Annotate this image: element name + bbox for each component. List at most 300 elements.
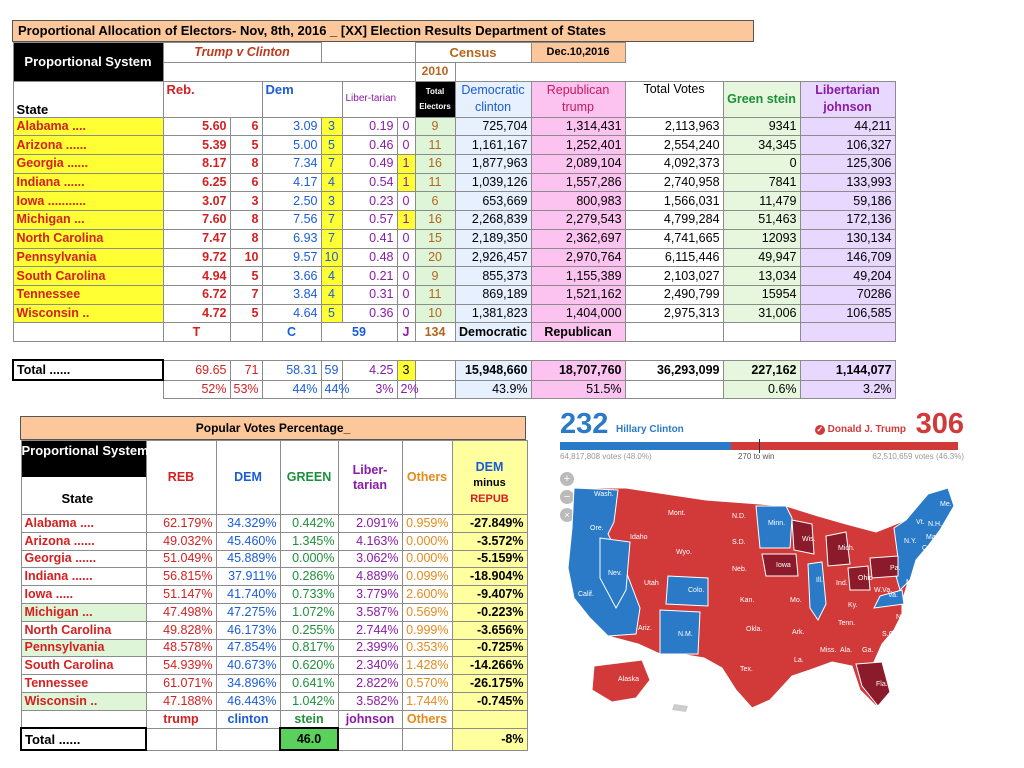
pct-dem: 44% xyxy=(262,380,321,399)
cell-dem-electors: 3 xyxy=(321,117,342,136)
cell-total-votes: 2,103,027 xyxy=(625,267,723,286)
cell-dem-electors: 4 xyxy=(321,285,342,304)
state-label: Mass. xyxy=(926,534,945,541)
pv-cell-state: Georgia ...... xyxy=(21,550,146,568)
state-label: N.D. xyxy=(732,513,746,520)
t2-green-header: GREEN xyxy=(280,441,338,515)
cell-reb: 5.60 xyxy=(163,117,230,136)
popular-votes-row xyxy=(21,639,527,657)
cell-green: 31,006 xyxy=(723,304,800,323)
pct-lib-electors: 2% xyxy=(397,380,415,399)
pv-cell-state: South Carolina xyxy=(21,657,146,675)
cell-dem: 3.84 xyxy=(262,285,321,304)
cell-dem-electors: 7 xyxy=(321,229,342,248)
cell-reb-electors: 5 xyxy=(230,136,262,155)
cell-reb-electors: 5 xyxy=(230,304,262,323)
proportional-system-header: Proportional System xyxy=(13,43,163,82)
pv-cell-reb: 51.049% xyxy=(146,550,216,568)
letter-republican: Republican xyxy=(531,323,625,342)
pv-cell-green: 0.733% xyxy=(280,586,338,604)
pv-cell-reb: 47.188% xyxy=(146,692,216,710)
state-label: Va. xyxy=(888,592,898,599)
pct-dem-electors: 44% xyxy=(321,380,342,399)
popular-votes-row xyxy=(21,621,527,639)
state-label: Utah xyxy=(644,580,659,587)
total-lib: 4.25 xyxy=(342,360,397,380)
cell-johnson: 49,204 xyxy=(800,267,895,286)
cell-dem: 9.57 xyxy=(262,248,321,267)
pv-cell-others: 2.600% xyxy=(402,586,452,604)
cell-total-votes: 4,799,284 xyxy=(625,211,723,230)
letter-democratic: Democratic xyxy=(455,323,531,342)
cell-dem: 3.09 xyxy=(262,117,321,136)
cell-green: 9341 xyxy=(723,117,800,136)
cell-reb: 3.07 xyxy=(163,192,230,211)
pct-lib: 3% xyxy=(342,380,397,399)
cell-green: 13,034 xyxy=(723,267,800,286)
cell-johnson: 172,136 xyxy=(800,211,895,230)
democratic-clinton-header: Democratic clinton xyxy=(455,81,531,117)
cell-total-electors: 15 xyxy=(415,229,455,248)
popular-votes-row xyxy=(21,692,527,710)
popular-votes-row xyxy=(21,568,527,586)
t2-footer-trump: trump xyxy=(146,710,216,728)
state-label: Tenn. xyxy=(838,620,856,627)
trump-name: Donald J. Trump xyxy=(827,424,906,435)
cell-lib-electors: 0 xyxy=(397,285,415,304)
dem-minus-line3: REPUB xyxy=(470,493,509,505)
pv-cell-dem: 47.854% xyxy=(216,639,280,657)
electors-row xyxy=(13,304,895,323)
t2-total-label: Total ...... xyxy=(21,728,146,750)
cell-clinton: 725,704 xyxy=(455,117,531,136)
electors-table-section xyxy=(12,20,892,399)
pv-cell-diff: -0.223% xyxy=(452,603,527,621)
cell-state: South Carolina xyxy=(13,267,163,286)
cell-green: 51,463 xyxy=(723,211,800,230)
t2-footer-johnson: johnson xyxy=(338,710,402,728)
cell-lib: 0.48 xyxy=(342,248,397,267)
total-johnson: 1,144,077 xyxy=(800,360,895,380)
pv-cell-diff: -9.407% xyxy=(452,586,527,604)
pv-cell-reb: 56.815% xyxy=(146,568,216,586)
state-label: S.C. xyxy=(882,631,896,638)
cell-lib: 0.23 xyxy=(342,192,397,211)
cell-reb-electors: 10 xyxy=(230,248,262,267)
total-row xyxy=(13,360,895,380)
libertarian-johnson-header: Libertarian johnson xyxy=(800,81,895,117)
total-clinton: 15,948,660 xyxy=(455,360,531,380)
trump-name-row xyxy=(815,424,906,435)
pv-cell-state: Alabama .... xyxy=(21,515,146,533)
pv-cell-state: Arizona ...... xyxy=(21,532,146,550)
total-lib-electors: 3 xyxy=(397,360,415,380)
total-votes: 36,293,099 xyxy=(625,360,723,380)
cell-reb: 7.47 xyxy=(163,229,230,248)
cell-reb-electors: 6 xyxy=(230,117,262,136)
state-label: Ore. xyxy=(590,525,604,532)
cell-dem-electors: 5 xyxy=(321,136,342,155)
cell-dem-electors: 4 xyxy=(321,173,342,192)
cell-state: Tennessee xyxy=(13,285,163,304)
state-header: State xyxy=(13,81,163,117)
popular-votes-row xyxy=(21,603,527,621)
cell-lib: 0.46 xyxy=(342,136,397,155)
cell-reb: 6.72 xyxy=(163,285,230,304)
cell-state: Arizona ...... xyxy=(13,136,163,155)
cell-lib: 0.49 xyxy=(342,155,397,174)
pv-cell-reb: 49.032% xyxy=(146,532,216,550)
pv-cell-libertarian: 2.091% xyxy=(338,515,402,533)
dem-minus-line2: minus xyxy=(473,477,506,489)
cell-trump: 2,279,543 xyxy=(531,211,625,230)
pv-cell-dem: 47.275% xyxy=(216,603,280,621)
zoom-in-button[interactable]: + xyxy=(560,472,574,486)
state-label: Ky. xyxy=(848,602,858,609)
cell-green: 7841 xyxy=(723,173,800,192)
trump-bar xyxy=(731,442,958,450)
electors-row xyxy=(13,229,895,248)
cell-johnson: 59,186 xyxy=(800,192,895,211)
pv-cell-others: 0.999% xyxy=(402,621,452,639)
ev-progress-bar xyxy=(560,442,958,450)
pv-cell-reb: 49.828% xyxy=(146,621,216,639)
cell-trump: 2,970,764 xyxy=(531,248,625,267)
electors-row xyxy=(13,136,895,155)
cell-johnson: 146,709 xyxy=(800,248,895,267)
t2-dem-header: DEM xyxy=(216,441,280,515)
t2-libertarian-header: Liber-tarian xyxy=(338,441,402,515)
total-dem-electors: 59 xyxy=(321,360,342,380)
cell-state: Georgia ...... xyxy=(13,155,163,174)
state-label: Ala. xyxy=(840,647,853,654)
pv-cell-green: 0.000% xyxy=(280,550,338,568)
cell-lib: 0.54 xyxy=(342,173,397,192)
cell-dem: 3.66 xyxy=(262,267,321,286)
electors-row xyxy=(13,267,895,286)
cell-green: 11,479 xyxy=(723,192,800,211)
cell-reb: 5.39 xyxy=(163,136,230,155)
state-label: Minn. xyxy=(768,520,786,527)
pv-cell-others: 0.569% xyxy=(402,603,452,621)
cell-reb: 7.60 xyxy=(163,211,230,230)
cell-lib: 0.41 xyxy=(342,229,397,248)
pv-cell-others: 1.744% xyxy=(402,692,452,710)
cell-state: North Carolina xyxy=(13,229,163,248)
dem-minus-repub-header xyxy=(452,441,527,515)
state-label: Mo. xyxy=(790,597,802,604)
cell-green: 0 xyxy=(723,155,800,174)
cell-dem-electors: 10 xyxy=(321,248,342,267)
cell-clinton: 653,669 xyxy=(455,192,531,211)
pv-cell-green: 0.255% xyxy=(280,621,338,639)
t2-total-diff: -8% xyxy=(452,728,527,750)
state-label: Pa. xyxy=(890,565,901,572)
us-election-map xyxy=(556,468,964,724)
cell-state: Pennsylvania xyxy=(13,248,163,267)
cell-dem: 7.56 xyxy=(262,211,321,230)
pv-cell-state: Wisconsin .. xyxy=(21,692,146,710)
clinton-popular-votes: 64,817,808 votes (48.0%) xyxy=(560,452,652,461)
pv-cell-reb: 61.071% xyxy=(146,675,216,693)
date-label: Dec.10,2016 xyxy=(531,43,625,63)
state-label: N.M. xyxy=(678,631,693,638)
total-reb-electors: 71 xyxy=(230,360,262,380)
state-label: Iowa xyxy=(776,562,791,569)
total-dem: 58.31 xyxy=(262,360,321,380)
green-stein-header: Green stein xyxy=(723,81,800,117)
pv-cell-others: 0.570% xyxy=(402,675,452,693)
total-label: Total ...... xyxy=(13,360,163,380)
state-label: Tex. xyxy=(740,666,753,673)
zoom-out-button[interactable]: − xyxy=(560,490,574,504)
cell-total-electors: 20 xyxy=(415,248,455,267)
cell-dem: 4.64 xyxy=(262,304,321,323)
cell-total-electors: 10 xyxy=(415,304,455,323)
pv-cell-libertarian: 4.889% xyxy=(338,568,402,586)
dem-minus-line1: DEM xyxy=(475,460,504,474)
cell-johnson: 44,211 xyxy=(800,117,895,136)
pv-cell-dem: 45.460% xyxy=(216,532,280,550)
cell-lib: 0.57 xyxy=(342,211,397,230)
state-label: Miss. xyxy=(820,647,837,654)
cell-reb-electors: 5 xyxy=(230,267,262,286)
cell-dem-electors: 4 xyxy=(321,267,342,286)
cell-total-votes: 2,740,958 xyxy=(625,173,723,192)
letter-j: J xyxy=(397,323,415,342)
state-label: Me. xyxy=(940,501,952,508)
cell-state: Michigan ... xyxy=(13,211,163,230)
cell-johnson: 125,306 xyxy=(800,155,895,174)
t2-reb-header: REB xyxy=(146,441,216,515)
cell-clinton: 1,877,963 xyxy=(455,155,531,174)
pv-cell-others: 0.959% xyxy=(402,515,452,533)
pv-cell-dem: 46.443% xyxy=(216,692,280,710)
state-label: Vt. xyxy=(916,519,925,526)
letter-t: T xyxy=(163,323,230,342)
cell-reb: 4.72 xyxy=(163,304,230,323)
cell-clinton: 869,189 xyxy=(455,285,531,304)
popular-votes-section xyxy=(20,416,526,751)
state-label: Neb. xyxy=(732,566,747,573)
state-label: N.Y. xyxy=(904,538,917,545)
pct-reb: 52% xyxy=(163,380,230,399)
pv-cell-libertarian: 3.062% xyxy=(338,550,402,568)
pv-cell-green: 1.345% xyxy=(280,532,338,550)
state-label: Alaska xyxy=(618,676,640,683)
pv-cell-green: 0.620% xyxy=(280,657,338,675)
pv-cell-state: Tennessee xyxy=(21,675,146,693)
pct-clinton: 43.9% xyxy=(455,380,531,399)
pv-cell-dem: 45.889% xyxy=(216,550,280,568)
pv-cell-reb: 62.179% xyxy=(146,515,216,533)
pv-cell-libertarian: 2.399% xyxy=(338,639,402,657)
cell-state: Alabama .... xyxy=(13,117,163,136)
total-green: 227,162 xyxy=(723,360,800,380)
pv-cell-state: North Carolina xyxy=(21,621,146,639)
electors-row xyxy=(13,192,895,211)
cell-total-electors: 11 xyxy=(415,285,455,304)
pv-cell-libertarian: 3.779% xyxy=(338,586,402,604)
pct-green: 0.6% xyxy=(723,380,800,399)
cell-state: Indiana ...... xyxy=(13,173,163,192)
cell-total-votes: 2,490,799 xyxy=(625,285,723,304)
cell-trump: 2,362,697 xyxy=(531,229,625,248)
cell-lib-electors: 0 xyxy=(397,136,415,155)
cell-dem: 2.50 xyxy=(262,192,321,211)
cell-reb: 6.25 xyxy=(163,173,230,192)
cell-clinton: 2,268,839 xyxy=(455,211,531,230)
clinton-name: Hillary Clinton xyxy=(616,424,684,435)
cell-clinton: 855,373 xyxy=(455,267,531,286)
cell-johnson: 130,134 xyxy=(800,229,895,248)
state-label: Ind. xyxy=(836,580,848,587)
cell-total-votes: 2,554,240 xyxy=(625,136,723,155)
state-label: Okla. xyxy=(746,626,763,633)
popular-votes-table xyxy=(20,440,528,751)
pv-cell-green: 1.042% xyxy=(280,692,338,710)
t2-footer-clinton: clinton xyxy=(216,710,280,728)
minnesota-blue xyxy=(756,506,792,548)
pv-cell-libertarian: 2.822% xyxy=(338,675,402,693)
pv-cell-state: Iowa ..... xyxy=(21,586,146,604)
cell-total-electors: 16 xyxy=(415,211,455,230)
dem-header: Dem xyxy=(262,81,342,117)
t2-footer-stein: stein xyxy=(280,710,338,728)
cell-dem: 4.17 xyxy=(262,173,321,192)
pv-cell-others: 0.000% xyxy=(402,550,452,568)
cell-lib-electors: 0 xyxy=(397,117,415,136)
cell-trump: 2,089,104 xyxy=(531,155,625,174)
state-label: Wis. xyxy=(802,536,816,543)
cell-total-electors: 11 xyxy=(415,136,455,155)
pv-cell-others: 0.000% xyxy=(402,532,452,550)
pv-cell-green: 0.286% xyxy=(280,568,338,586)
cell-dem: 5.00 xyxy=(262,136,321,155)
pv-cell-state: Michigan ... xyxy=(21,603,146,621)
pv-cell-diff: -5.159% xyxy=(452,550,527,568)
state-label: Idaho xyxy=(630,534,648,541)
cell-lib-electors: 0 xyxy=(397,192,415,211)
pv-cell-diff: -14.266% xyxy=(452,657,527,675)
cell-total-electors: 11 xyxy=(415,173,455,192)
total-reb: 69.65 xyxy=(163,360,230,380)
cell-lib: 0.21 xyxy=(342,267,397,286)
cell-dem-electors: 5 xyxy=(321,304,342,323)
cell-reb-electors: 6 xyxy=(230,173,262,192)
electors-row xyxy=(13,285,895,304)
electors-row xyxy=(13,155,895,174)
pv-cell-libertarian: 2.744% xyxy=(338,621,402,639)
hawaii xyxy=(672,704,688,712)
pv-cell-dem: 34.896% xyxy=(216,675,280,693)
cell-johnson: 133,993 xyxy=(800,173,895,192)
pv-cell-green: 0.442% xyxy=(280,515,338,533)
total-votes-header: Total Votes xyxy=(625,81,723,117)
cell-dem: 6.93 xyxy=(262,229,321,248)
clinton-bar xyxy=(560,442,731,450)
pv-cell-libertarian: 3.587% xyxy=(338,603,402,621)
trump-electoral-votes: 306 xyxy=(915,408,964,440)
cell-lib-electors: 1 xyxy=(397,211,415,230)
cell-trump: 1,155,389 xyxy=(531,267,625,286)
percent-row xyxy=(13,380,895,399)
pv-cell-reb: 47.498% xyxy=(146,603,216,621)
cell-johnson: 106,585 xyxy=(800,304,895,323)
cell-trump: 1,252,401 xyxy=(531,136,625,155)
state-label: Md. xyxy=(906,579,918,586)
pv-cell-others: 0.353% xyxy=(402,639,452,657)
cell-reb: 9.72 xyxy=(163,248,230,267)
pv-cell-dem: 34.329% xyxy=(216,515,280,533)
state-label: N.H. xyxy=(928,521,942,528)
cell-clinton: 2,189,350 xyxy=(455,229,531,248)
cell-state: Iowa ........... xyxy=(13,192,163,211)
cell-lib-electors: 0 xyxy=(397,304,415,323)
reb-header: Reb. xyxy=(163,81,262,117)
state-label: Ark. xyxy=(792,629,805,636)
popular-votes-row xyxy=(21,586,527,604)
reset-button[interactable]: × xyxy=(560,508,574,522)
state-label: Mich. xyxy=(838,545,855,552)
pv-cell-diff: -18.904% xyxy=(452,568,527,586)
election-map-card xyxy=(556,408,964,724)
pv-cell-reb: 51.147% xyxy=(146,586,216,604)
cell-total-votes: 6,115,446 xyxy=(625,248,723,267)
pv-cell-diff: -26.175% xyxy=(452,675,527,693)
cell-lib-electors: 1 xyxy=(397,173,415,192)
cell-johnson: 70286 xyxy=(800,285,895,304)
state-label: Conn. xyxy=(922,545,941,552)
cell-reb-electors: 8 xyxy=(230,155,262,174)
electors-row xyxy=(13,117,895,136)
cell-total-electors: 9 xyxy=(415,267,455,286)
cell-dem-electors: 3 xyxy=(321,192,342,211)
letter-134: 134 xyxy=(415,323,455,342)
popular-votes-row xyxy=(21,657,527,675)
pv-cell-libertarian: 2.340% xyxy=(338,657,402,675)
cell-trump: 1,521,162 xyxy=(531,285,625,304)
letter-c: C xyxy=(262,323,321,342)
pct-trump: 51.5% xyxy=(531,380,625,399)
cell-total-votes: 1,566,031 xyxy=(625,192,723,211)
cell-dem-electors: 7 xyxy=(321,211,342,230)
state-label: W.Va. xyxy=(874,587,893,594)
check-icon: ✓ xyxy=(816,425,824,434)
state-label: Nev. xyxy=(608,570,622,577)
cell-trump: 1,404,000 xyxy=(531,304,625,323)
cell-lib-electors: 1 xyxy=(397,155,415,174)
electors-row xyxy=(13,173,895,192)
pv-cell-dem: 46.173% xyxy=(216,621,280,639)
electors-row xyxy=(13,248,895,267)
pv-cell-reb: 48.578% xyxy=(146,639,216,657)
cell-green: 34,345 xyxy=(723,136,800,155)
pv-cell-green: 1.072% xyxy=(280,603,338,621)
state-label: S.D. xyxy=(732,539,746,546)
clinton-electoral-votes: 232 xyxy=(560,408,609,440)
pv-cell-reb: 54.939% xyxy=(146,657,216,675)
cell-johnson: 106,327 xyxy=(800,136,895,155)
pv-cell-dem: 40.673% xyxy=(216,657,280,675)
cell-reb-electors: 8 xyxy=(230,229,262,248)
state-label: Ariz. xyxy=(638,625,652,632)
cell-reb: 4.94 xyxy=(163,267,230,286)
cell-dem: 7.34 xyxy=(262,155,321,174)
trump-popular-votes: 62,510,659 votes (46.3%) xyxy=(872,452,964,461)
state-label: Mont. xyxy=(668,510,686,517)
to-win-label: 270 to win xyxy=(738,452,775,461)
